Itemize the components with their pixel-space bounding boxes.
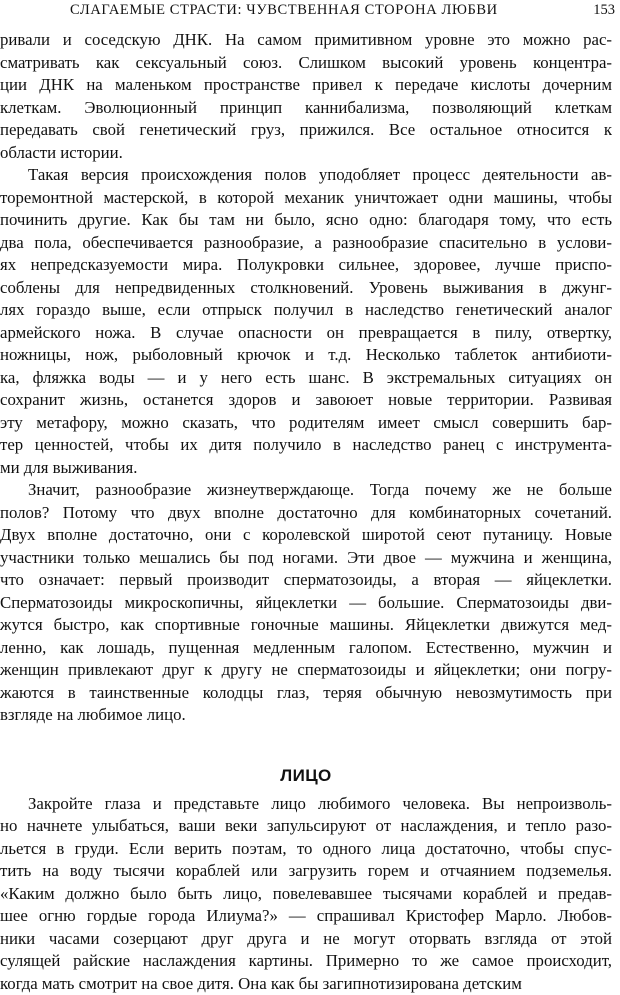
text-line: два пола, обеспечивается разнообразие, а разнообразие спасительно в услови- bbox=[0, 232, 612, 255]
text-line: ривали и соседскую ДНК. На самом примитивном уровне это можно рас- bbox=[0, 29, 612, 52]
text-line: но начнете улыбаться, ваши веки запульсируют от наслаждения, и тепло разо- bbox=[0, 815, 612, 838]
paragraph bbox=[0, 29, 612, 164]
text-line: женщин привлекают друг к другу не сперматозоиды и яйцеклетки; они погру- bbox=[0, 659, 612, 682]
text-line: «Каким должно было быть лицо, повелевавшее тысячами кораблей и предав- bbox=[0, 883, 612, 906]
text-line: сматривать как сексуальный союз. Слишком высокий уровень концентра- bbox=[0, 52, 612, 75]
text-line: Двух вполне достаточно, они с королевской широтой сеют путаницу. Новые bbox=[0, 524, 612, 547]
text-line: ми для выживания. bbox=[0, 457, 612, 480]
section-text-block bbox=[0, 793, 612, 995]
text-line: ка, фляжка воды — и у него есть шанс. В экстремальных ситуациях он bbox=[0, 367, 612, 390]
text-line: тить на воду тысячи кораблей или загрузить горем и отчаянием подземелья. bbox=[0, 860, 612, 883]
text-line: что означает: первый производит сперматозоиды, а вторая — яйцеклетки. bbox=[0, 569, 612, 592]
page-number: 153 bbox=[593, 2, 615, 19]
text-line: тер ценностей, чтобы их дитя получило в наследство ранец с инструмента- bbox=[0, 434, 612, 457]
text-line: ленно, как лошадь, пущенная медленным галопом. Естественно, мужчин и bbox=[0, 637, 612, 660]
text-line: торемонтной мастерской, в которой механик уничтожает одни машины, чтобы bbox=[0, 187, 612, 210]
text-line: ники часами созерцают друг друга и не могут оторвать взгляда от этой bbox=[0, 928, 612, 951]
text-line: сохранит жизнь, останется здоров и завоюет новые территории. Развивая bbox=[0, 389, 612, 412]
page-body bbox=[0, 29, 612, 995]
text-line: починить другие. Как бы там ни было, ясно одно: благодаря тому, что есть bbox=[0, 209, 612, 232]
text-line: жаются в таинственные колодцы глаз, теряя обычную невозмутимость при bbox=[0, 682, 612, 705]
section-heading: ЛИЦО bbox=[0, 763, 612, 789]
text-line: эту метафору, можно сказать, что родителям имеет смысл совершить бар- bbox=[0, 412, 612, 435]
text-line: Сперматозоиды микроскопичны, яйцеклетки — большие. Сперматозоиды дви- bbox=[0, 592, 612, 615]
paragraph bbox=[0, 164, 612, 479]
text-line: Закройте глаза и представьте лицо любимого человека. Вы непроизволь- bbox=[0, 793, 612, 816]
text-line: Значит, разнообразие жизнеутверждающе. Тогда почему же не больше bbox=[0, 479, 612, 502]
paragraph bbox=[0, 793, 612, 995]
text-line: участники только мешались бы под ногами. Эти двое — мужчина и женщина, bbox=[0, 547, 612, 570]
section-spacer bbox=[0, 727, 612, 763]
text-line: ножницы, нож, рыболовный крючок и т.д. Несколько таблеток антибиоти- bbox=[0, 344, 612, 367]
text-line: армейского ножа. В случае опасности он превращается в пилу, отвертку, bbox=[0, 322, 612, 345]
text-block bbox=[0, 29, 612, 727]
paragraph bbox=[0, 479, 612, 727]
text-line: шее огню гордые города Илиума?» — спрашивал Кристофер Марло. Любов- bbox=[0, 905, 612, 928]
text-line: Такая версия происхождения полов уподобляет процесс деятельности ав- bbox=[0, 164, 612, 187]
text-line: ции ДНК на маленьком пространстве привел к передаче кислоты дочерним bbox=[0, 74, 612, 97]
text-line: ях непредсказуемости мира. Полукровки сильнее, здоровее, лучше приспо- bbox=[0, 254, 612, 277]
text-line: лях гораздо выше, если отпрыск получил в наследство генетический аналог bbox=[0, 299, 612, 322]
text-line: взгляде на любимое лицо. bbox=[0, 704, 612, 727]
text-line: передавать свой генетический груз, прижился. Все остальное относится к bbox=[0, 119, 612, 142]
text-line: когда мать смотрит на свое дитя. Она как бы загипнотизирована детским bbox=[0, 973, 612, 995]
text-line: соблены для непредвиденных столкновений. Уровень выживания в джунг- bbox=[0, 277, 612, 300]
text-line: полов? Потому что двух вполне достаточно для комбинаторных сочетаний. bbox=[0, 502, 612, 525]
text-line: области истории. bbox=[0, 142, 612, 165]
running-head: СЛАГАЕМЫЕ СТРАСТИ: ЧУВСТВЕННАЯ СТОРОНА ЛЮБВИ bbox=[70, 2, 498, 19]
text-line: сулящей райские наслаждения картины. Примерно то же самое происходит, bbox=[0, 950, 612, 973]
page-header bbox=[0, 0, 620, 22]
text-line: льется в груди. Если верить поэтам, то одного лица достаточно, чтобы спус- bbox=[0, 838, 612, 861]
text-line: жутся быстро, как спортивные гоночные машины. Яйцеклетки движутся мед- bbox=[0, 614, 612, 637]
text-line: клеткам. Эволюционный принцип каннибализма, позволяющий клеткам bbox=[0, 97, 612, 120]
